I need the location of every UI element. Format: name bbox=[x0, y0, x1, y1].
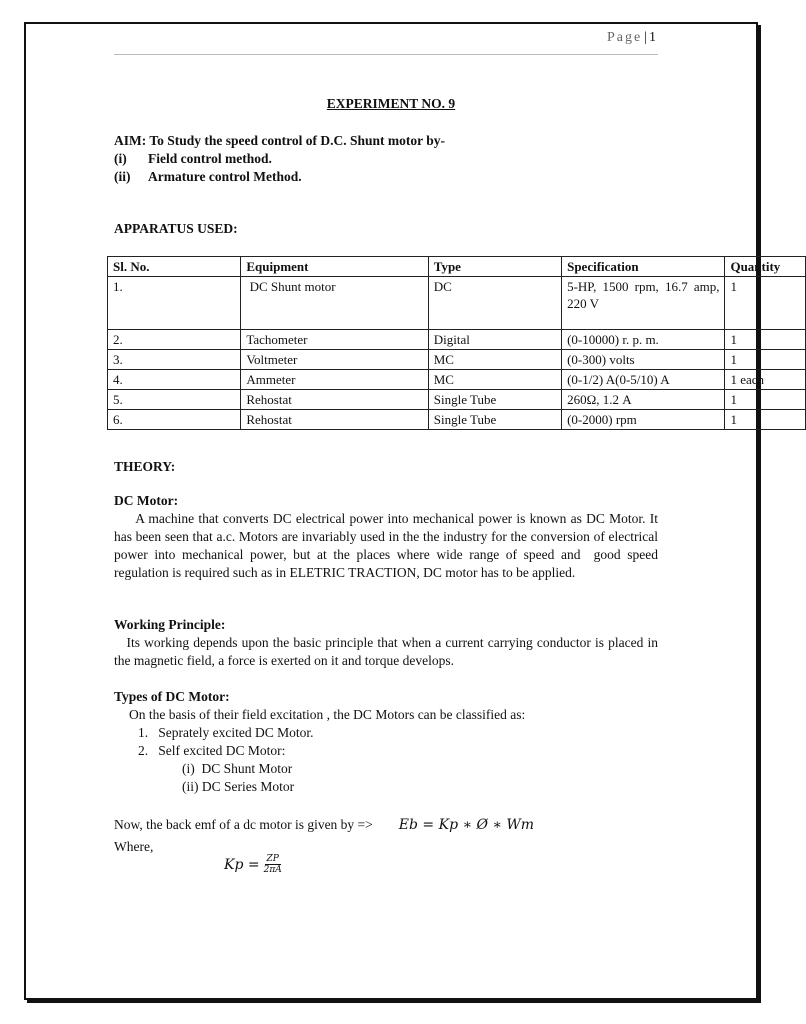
back-emf-formula: Eb = Kp ∗ Ø ∗ Wm bbox=[398, 817, 535, 833]
page-frame bbox=[24, 22, 781, 1000]
table-row: 5. Rehostat Single Tube 260Ω, 1.2 A 1 bbox=[108, 390, 806, 410]
col-header: Quantity bbox=[725, 257, 806, 277]
types-intro: On the basis of their field excitation , the DC Motors can be classified as: bbox=[129, 707, 526, 722]
experiment-title: EXPERIMENT NO. 9 bbox=[326, 96, 456, 111]
working-principle-paragraph: Its working depends upon the basic principle that when a current carrying conductor is placed in the magnetic field, a force is exerted on it and torque develops. bbox=[114, 635, 662, 668]
working-principle-heading: Working Principle: bbox=[114, 617, 226, 632]
page-number: Page | 1 bbox=[606, 30, 656, 45]
aim-item: (ii) Armature control Method. bbox=[114, 169, 302, 184]
aim-section bbox=[114, 132, 445, 186]
col-header: Equipment bbox=[241, 257, 428, 277]
dc-motor-paragraph: A machine that converts DC electrical power into mechanical power is known as DC Motor. It has been seen that a.c. Motors are invariably used in the the industry for the conversion of electrical power into mechanical power, but at the places where wide range of speed and good speed regulation is required such as in ELETRIC TRACTION, DC motor has to be applied. bbox=[114, 511, 662, 580]
aim-line: AIM: To Study the speed control of D.C. Shunt motor by- bbox=[114, 133, 446, 148]
dc-motor-heading: DC Motor: bbox=[114, 493, 179, 508]
where-label: Where, bbox=[114, 839, 154, 854]
back-emf-line bbox=[114, 816, 534, 834]
fraction: $\frac{ZP}{2\pi A}$ bbox=[263, 854, 282, 875]
list-item: 1. Seprately excited DC Motor. bbox=[138, 725, 314, 740]
table-row: 4. Ammeter MC (0-1/2) A(0-5/10) A 1 each bbox=[108, 370, 806, 390]
list-item: 2. Self excited DC Motor: bbox=[138, 743, 286, 758]
table-header-row bbox=[108, 257, 806, 277]
apparatus-heading: APPARATUS USED: bbox=[114, 221, 238, 236]
aim-item: (i) Field control method. bbox=[114, 151, 272, 166]
theory-heading: THEORY: bbox=[114, 459, 176, 474]
table-row: 6. Rehostat Single Tube (0-2000) rpm 1 bbox=[108, 410, 806, 430]
col-header: Sl. No. bbox=[108, 257, 241, 277]
col-header: Specification bbox=[562, 257, 725, 277]
col-header: Type bbox=[428, 257, 561, 277]
table-row: 1. DC Shunt motor DC 5-HP, 1500 rpm, 16.7 amp, 220 V 1 bbox=[108, 277, 806, 330]
sublist-item: (ii) DC Series Motor bbox=[182, 779, 295, 794]
page-header bbox=[26, 30, 756, 50]
table-row: 3. Voltmeter MC (0-300) volts 1 bbox=[108, 350, 806, 370]
sublist-item: (i) DC Shunt Motor bbox=[182, 761, 293, 776]
equipment-table bbox=[107, 256, 806, 430]
kp-formula: Kp = $\frac{ZP}{2\pi A}$ bbox=[224, 854, 282, 875]
back-emf-text: Now, the back emf of a dc motor is given by => bbox=[114, 817, 373, 832]
table-row: 2. Tachometer Digital (0-10000) r. p. m. 1 bbox=[108, 330, 806, 350]
types-heading: Types of DC Motor: bbox=[114, 689, 230, 704]
header-rule bbox=[114, 54, 658, 55]
